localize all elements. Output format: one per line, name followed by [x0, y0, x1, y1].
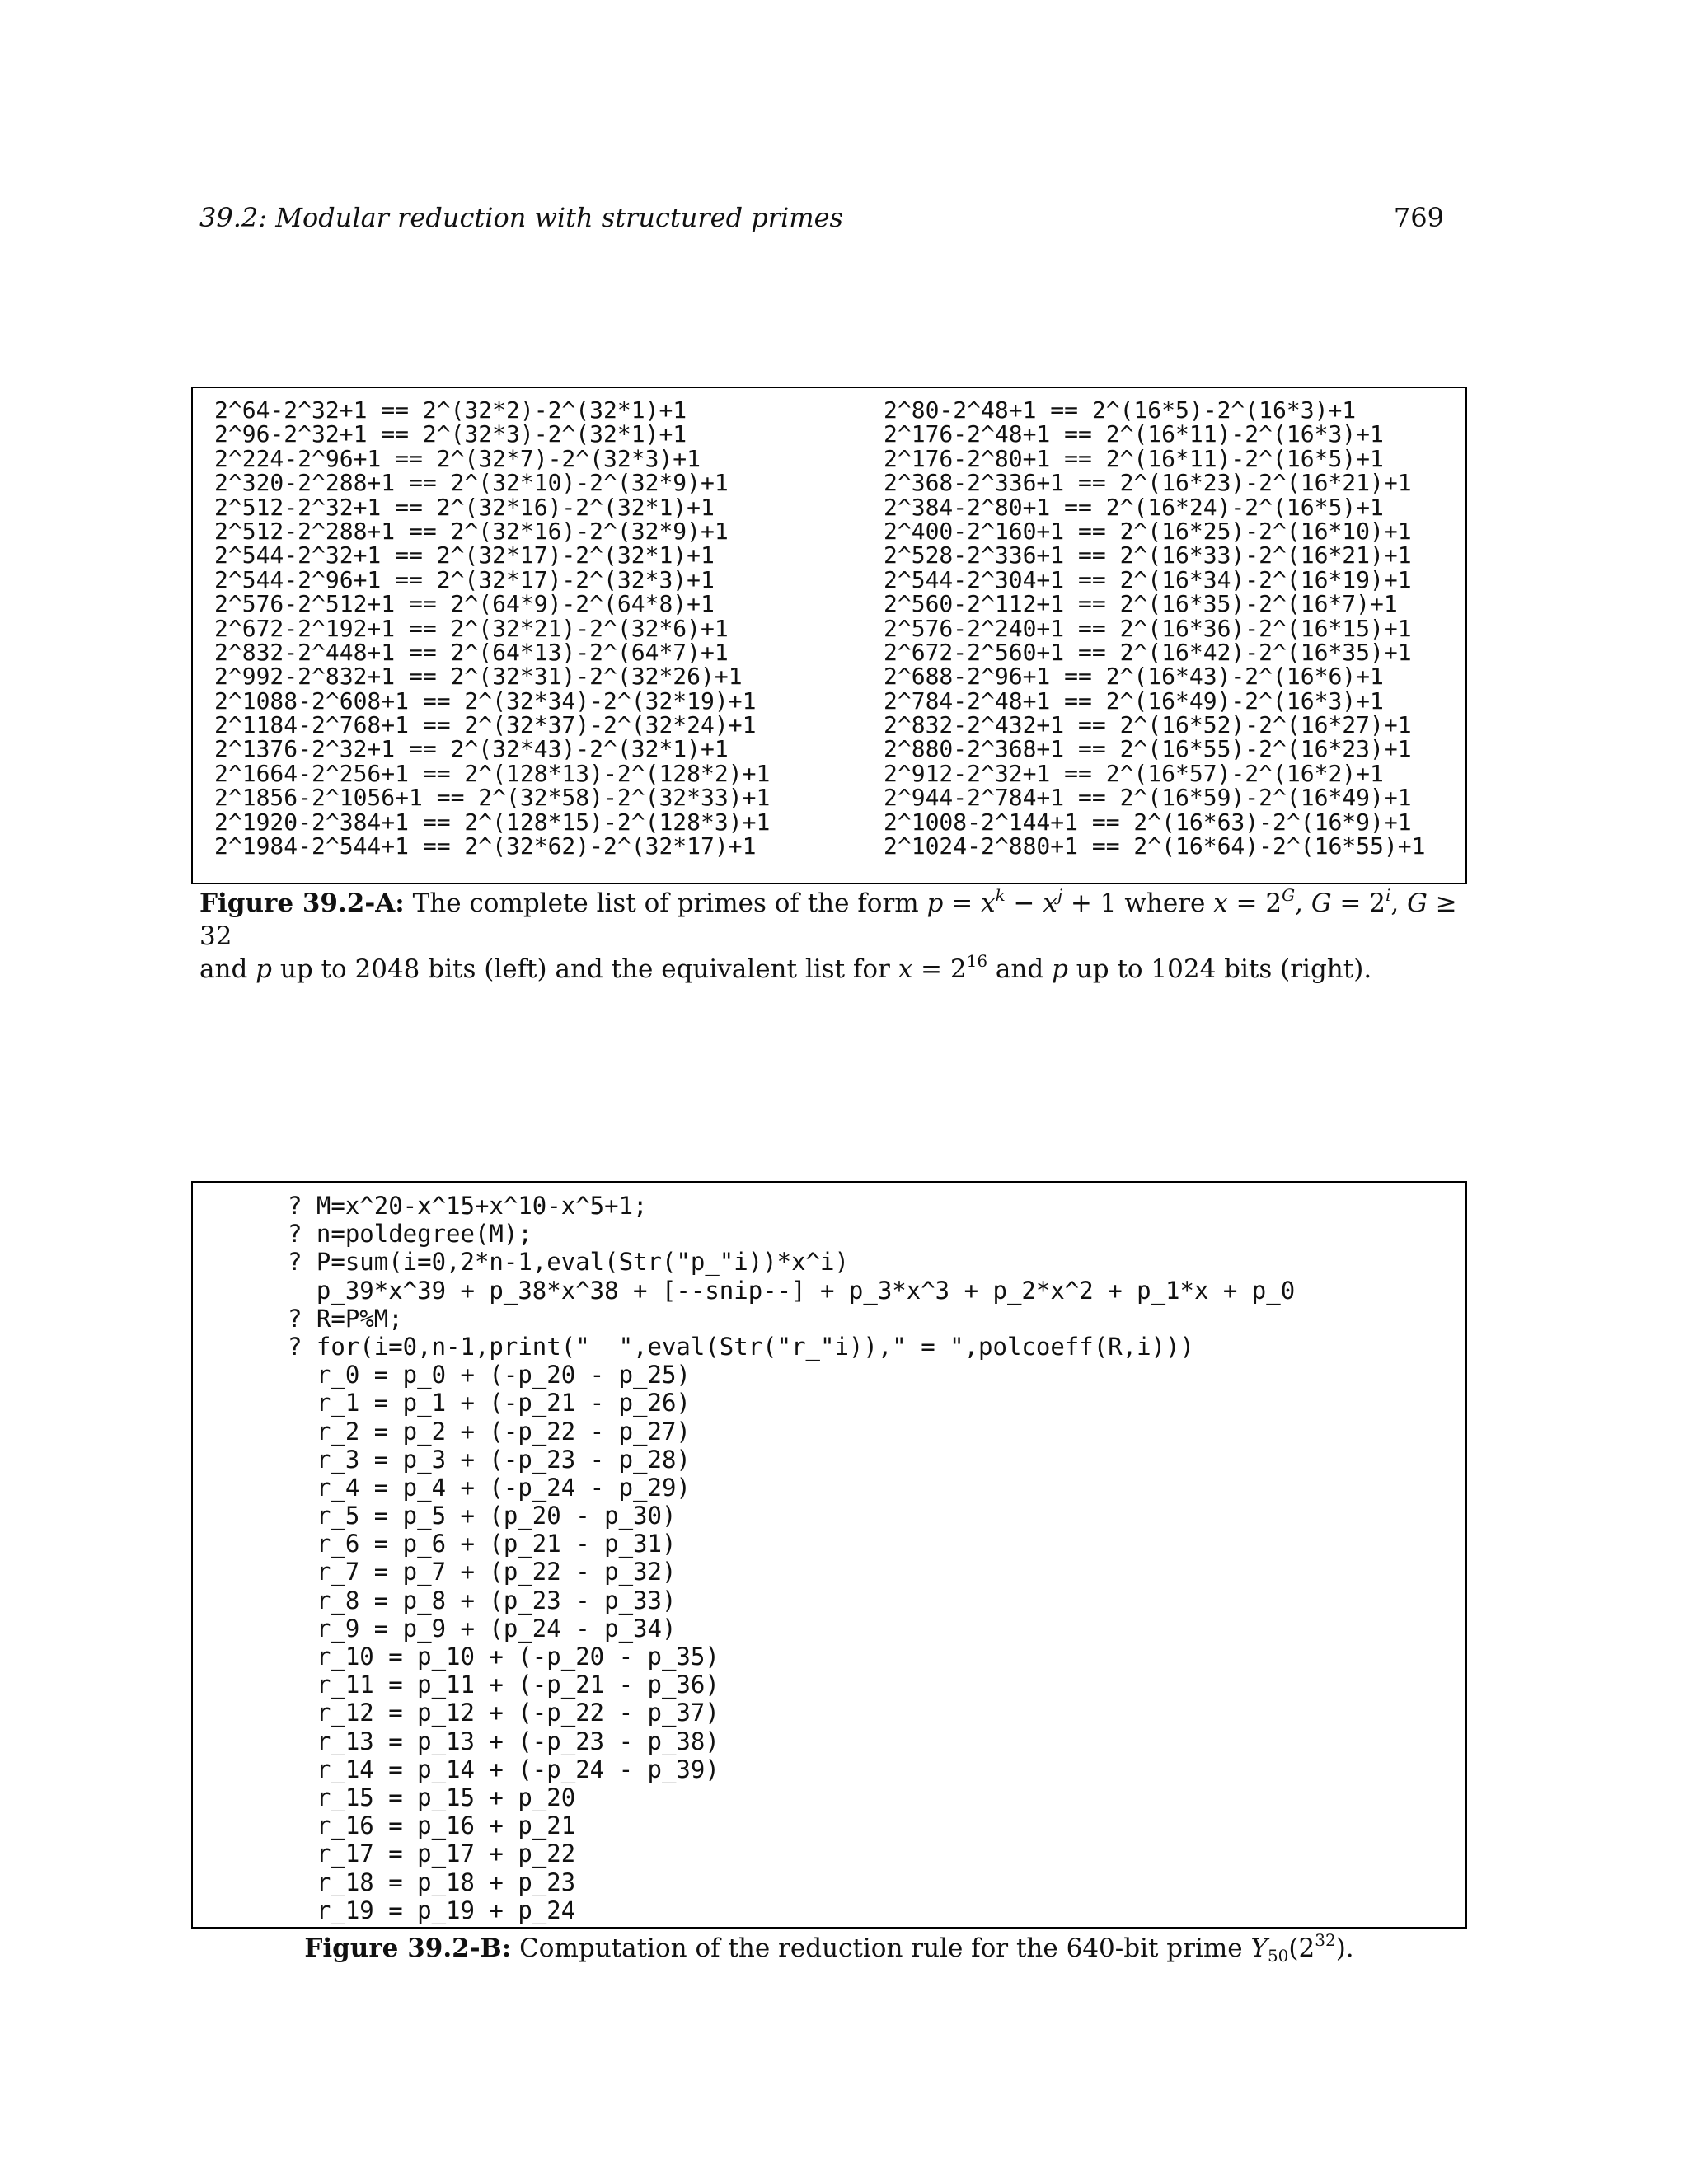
code-line: r_2 = p_2 + (-p_22 - p_27) [288, 1417, 691, 1446]
code-line: p_39*x^39 + p_38*x^38 + [--snip--] + p_3*x^3 + p_2*x^2 + p_1*x + p_0 [288, 1276, 1296, 1305]
code-line: ? P=sum(i=0,2*n-1,eval(Str("p_"i))*x^i) [288, 1248, 849, 1277]
code-line: r_17 = p_17 + p_22 [288, 1840, 576, 1868]
code-line: r_6 = p_6 + (p_21 - p_31) [288, 1530, 677, 1558]
figure-a-label: Figure 39.2-A: [199, 888, 405, 918]
prime-line: 2^1664-2^256+1 == 2^(128*13)-2^(128*2)+1 [214, 759, 771, 787]
code-line: r_16 = p_16 + p_21 [288, 1811, 576, 1840]
prime-line: 2^1920-2^384+1 == 2^(128*15)-2^(128*3)+1 [214, 808, 771, 836]
code-line: ? R=P%M; [288, 1304, 403, 1333]
figure-b-label: Figure 39.2-B: [304, 1933, 512, 1963]
code-line: r_0 = p_0 + (-p_20 - p_25) [288, 1361, 691, 1390]
prime-list-left [214, 398, 770, 858]
prime-line: 2^832-2^432+1 == 2^(16*52)-2^(16*27)+1 [884, 711, 1412, 739]
code-line: ? M=x^20-x^15+x^10-x^5+1; [288, 1192, 648, 1220]
prime-line: 2^560-2^112+1 == 2^(16*35)-2^(16*7)+1 [884, 590, 1398, 618]
prime-line: 2^80-2^48+1 == 2^(16*5)-2^(16*3)+1 [884, 396, 1357, 424]
prime-line: 2^544-2^304+1 == 2^(16*34)-2^(16*19)+1 [884, 565, 1412, 593]
prime-line: 2^912-2^32+1 == 2^(16*57)-2^(16*2)+1 [884, 759, 1384, 787]
code-line: r_4 = p_4 + (-p_24 - p_29) [288, 1473, 691, 1502]
prime-line: 2^64-2^32+1 == 2^(32*2)-2^(32*1)+1 [214, 396, 687, 424]
running-head [199, 202, 1444, 233]
prime-line: 2^1376-2^32+1 == 2^(32*43)-2^(32*1)+1 [214, 735, 729, 763]
code-line: r_11 = p_11 + (-p_21 - p_36) [288, 1671, 720, 1699]
code-line: r_8 = p_8 + (p_23 - p_33) [288, 1586, 677, 1615]
prime-line: 2^576-2^240+1 == 2^(16*36)-2^(16*15)+1 [884, 614, 1412, 642]
prime-line: 2^880-2^368+1 == 2^(16*55)-2^(16*23)+1 [884, 735, 1412, 763]
code-line: ? for(i=0,n-1,print(" ",eval(Str("r_"i))," = ",polcoeff(R,i))) [288, 1332, 1194, 1361]
code-line: r_19 = p_19 + p_24 [288, 1896, 576, 1924]
prime-line: 2^992-2^832+1 == 2^(32*31)-2^(32*26)+1 [214, 663, 743, 691]
figure-b-caption: Figure 39.2-B: Computation of the reduction rule for the 640-bit prime $Y_{50}(2^{32})$. [304, 1930, 1354, 1966]
code-line: r_18 = p_18 + p_23 [288, 1868, 576, 1896]
prime-line: 2^576-2^512+1 == 2^(64*9)-2^(64*8)+1 [214, 590, 715, 618]
prime-line: 2^672-2^560+1 == 2^(16*42)-2^(16*35)+1 [884, 638, 1412, 666]
prime-line: 2^1024-2^880+1 == 2^(16*64)-2^(16*55)+1 [884, 832, 1426, 860]
prime-line: 2^512-2^32+1 == 2^(32*16)-2^(32*1)+1 [214, 493, 715, 521]
figure-b-box [191, 1181, 1467, 1929]
prime-line: 2^400-2^160+1 == 2^(16*25)-2^(16*10)+1 [884, 517, 1412, 545]
prime-line: 2^944-2^784+1 == 2^(16*59)-2^(16*49)+1 [884, 784, 1412, 812]
prime-line: 2^96-2^32+1 == 2^(32*3)-2^(32*1)+1 [214, 420, 687, 448]
prime-line: 2^1008-2^144+1 == 2^(16*63)-2^(16*9)+1 [884, 808, 1412, 836]
prime-line: 2^1856-2^1056+1 == 2^(32*58)-2^(32*33)+1 [214, 784, 771, 812]
prime-line: 2^512-2^288+1 == 2^(32*16)-2^(32*9)+1 [214, 517, 729, 545]
prime-line: 2^384-2^80+1 == 2^(16*24)-2^(16*5)+1 [884, 493, 1384, 521]
code-line: r_14 = p_14 + (-p_24 - p_39) [288, 1755, 720, 1783]
code-line: r_5 = p_5 + (p_20 - p_30) [288, 1502, 677, 1530]
prime-line: 2^688-2^96+1 == 2^(16*43)-2^(16*6)+1 [884, 663, 1384, 691]
prime-line: 2^368-2^336+1 == 2^(16*23)-2^(16*21)+1 [884, 469, 1412, 497]
page-number: 769 [1393, 202, 1444, 233]
prime-line: 2^528-2^336+1 == 2^(16*33)-2^(16*21)+1 [884, 541, 1412, 569]
prime-line: 2^224-2^96+1 == 2^(32*7)-2^(32*3)+1 [214, 444, 701, 472]
figure-a-box [191, 387, 1467, 884]
prime-line: 2^1184-2^768+1 == 2^(32*37)-2^(32*24)+1 [214, 711, 757, 739]
section-title: 39.2: Modular reduction with structured primes [199, 202, 843, 233]
code-line: r_13 = p_13 + (-p_23 - p_38) [288, 1727, 720, 1755]
gp-session-code [288, 1192, 1295, 1924]
code-line: r_15 = p_15 + p_20 [288, 1783, 576, 1811]
code-line: r_9 = p_9 + (p_24 - p_34) [288, 1614, 677, 1643]
code-line: r_7 = p_7 + (p_22 - p_32) [288, 1558, 677, 1586]
prime-line: 2^832-2^448+1 == 2^(64*13)-2^(64*7)+1 [214, 638, 729, 666]
prime-line: 2^672-2^192+1 == 2^(32*21)-2^(32*6)+1 [214, 614, 729, 642]
prime-line: 2^1984-2^544+1 == 2^(32*62)-2^(32*17)+1 [214, 832, 757, 860]
code-line: r_10 = p_10 + (-p_20 - p_35) [288, 1643, 720, 1671]
code-line: r_3 = p_3 + (-p_23 - p_28) [288, 1445, 691, 1474]
prime-line: 2^544-2^32+1 == 2^(32*17)-2^(32*1)+1 [214, 541, 715, 569]
prime-line: 2^176-2^80+1 == 2^(16*11)-2^(16*5)+1 [884, 444, 1384, 472]
code-line: r_12 = p_12 + (-p_22 - p_37) [288, 1699, 720, 1727]
code-line: r_1 = p_1 + (-p_21 - p_26) [288, 1389, 691, 1418]
prime-line: 2^1088-2^608+1 == 2^(32*34)-2^(32*19)+1 [214, 687, 757, 715]
prime-line: 2^320-2^288+1 == 2^(32*10)-2^(32*9)+1 [214, 469, 729, 497]
figure-a-caption: Figure 39.2-A: The complete list of primes of the form $p = x^k - x^j + 1$ where $x = 2^G$, $G = 2^i$, G ≥ 32 and p up to 2048 bits (left) and the equivalent list for $x = 2^{16}$ and p up to 1024 bits (right). [199, 885, 1457, 984]
code-line: ? n=poldegree(M); [288, 1220, 532, 1249]
prime-list-right [884, 398, 1425, 858]
prime-line: 2^176-2^48+1 == 2^(16*11)-2^(16*3)+1 [884, 420, 1384, 448]
prime-line: 2^544-2^96+1 == 2^(32*17)-2^(32*3)+1 [214, 565, 715, 593]
prime-line: 2^784-2^48+1 == 2^(16*49)-2^(16*3)+1 [884, 687, 1384, 715]
